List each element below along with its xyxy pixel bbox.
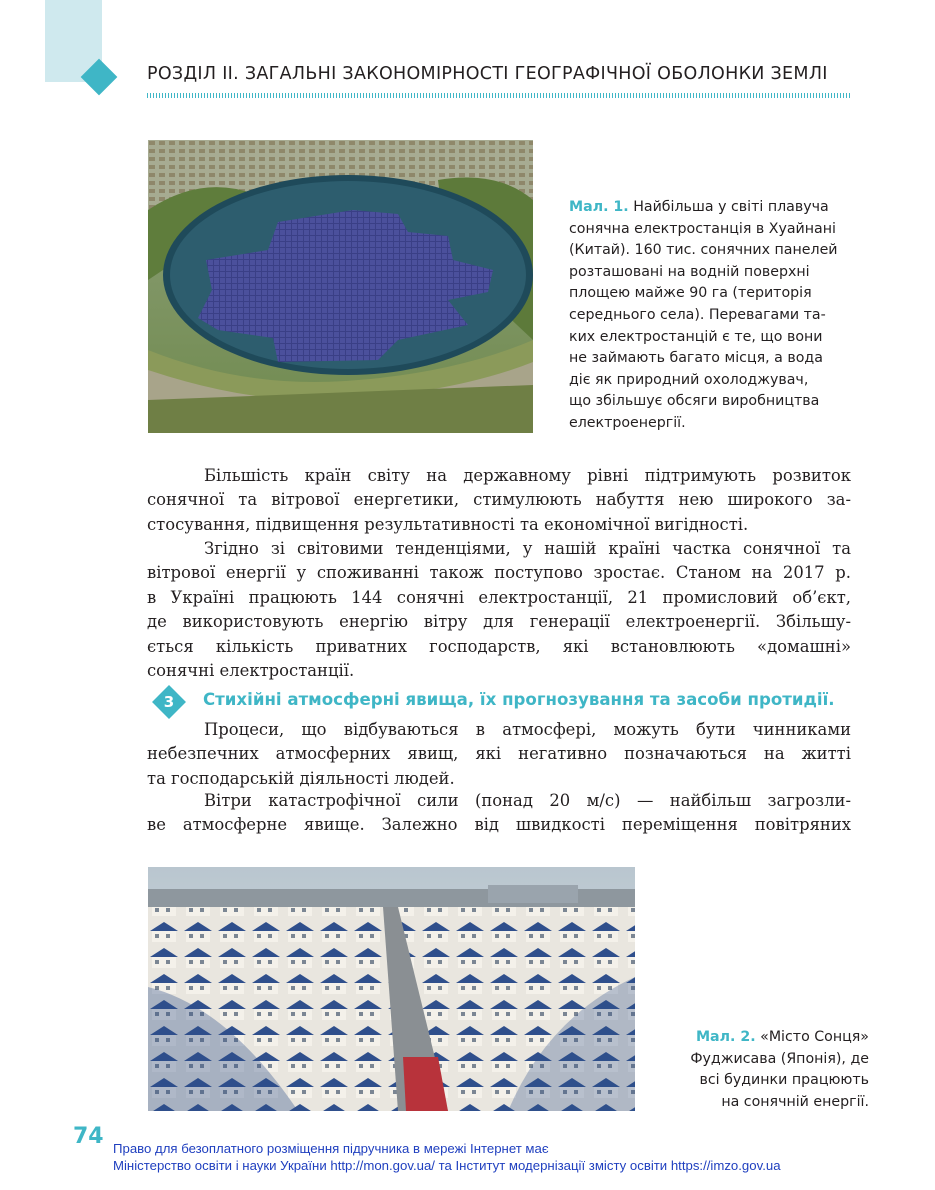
footer-line-2[interactable]: Міністерство освіти і науки України http://mon.gov.ua/ та Інститут модернізації змісту освіти https://imzo.gov.ua: [113, 1157, 781, 1173]
figure-2-caption: [669, 1027, 869, 1113]
caption-line: не займають багато місця, а вода: [569, 350, 823, 367]
body-paragraph-1: [147, 464, 851, 537]
text-line: Процеси, що відбуваються в атмосфері, можуть бути чинниками: [204, 720, 851, 739]
text-line: та господарській діяльності людей.: [147, 768, 455, 788]
footer-notice: [113, 1141, 781, 1174]
text-line: ється кількість приватних господарств, які встановлюють «домашні»: [147, 636, 851, 656]
body-paragraph-3: [147, 718, 851, 791]
text-line: в Україні працюють 144 сонячні електростанції, 21 промисловий об’єкт,: [147, 587, 851, 607]
footer-line-1: Право для безоплатного розміщення підручника в мережі Інтернет має: [113, 1141, 549, 1156]
text-line: Більшість країн світу на державному рівні підтримують розвиток: [204, 466, 851, 485]
body-paragraph-2: [147, 537, 851, 683]
caption-line: діє як природний охолоджувач,: [569, 371, 809, 388]
solar-town-photo: [148, 867, 635, 1111]
caption-line: ких електростанцій є те, що вони: [569, 328, 823, 345]
text-line: небезпечних атмосферних явищ, які негативно позначаються на житті: [147, 744, 851, 764]
page-number: 74: [73, 1124, 104, 1149]
caption-line: всі будинки працюють: [699, 1072, 869, 1089]
section-title: Стихійні атмосферні явища, їх прогнозування та засоби протидії.: [203, 690, 835, 709]
caption-line: сонячна електростанція в Хуайнані: [569, 220, 836, 237]
text-line: Згідно зі світовими тенденціями, у нашій країні частка сонячної та: [204, 539, 851, 558]
text-line: ве атмосферне явище. Залежно від швидкості переміщення повітряних: [147, 815, 851, 835]
caption-line: електроенергії.: [569, 414, 686, 431]
caption-line: (Китай). 160 тис. сонячних панелей: [569, 242, 838, 259]
section-number: 3: [163, 693, 175, 711]
text-line: де використовують енергію вітру для генерації електроенергії. Збільшу-: [147, 612, 851, 632]
figure-2-label: Мал. 2.: [695, 1029, 756, 1045]
text-line: вітрової енергії у споживанні також поступово зростає. Станом на 2017 р.: [147, 563, 851, 583]
text-line: сонячні електростанції.: [147, 660, 355, 680]
caption-line: площею майже 90 га (територія: [569, 285, 812, 302]
text-line: сонячної та вітрової енергетики, стимулюють набуття нею широкого за-: [147, 490, 851, 510]
figure-1-caption: [569, 197, 869, 435]
figure-1-label: Мал. 1.: [569, 199, 629, 215]
text-line: Вітри катастрофічної сили (понад 20 м/с) — найбільш загрозли-: [204, 791, 851, 810]
caption-line: що збільшує обсяги виробництва: [569, 393, 820, 410]
text-line: стосування, підвищення результативності та економічної вигідності.: [147, 514, 749, 534]
caption-line: середнього села). Перевагами та-: [569, 306, 826, 323]
chapter-header-title: РОЗДІЛ ІІ. ЗАГАЛЬНІ ЗАКОНОМІРНОСТІ ГЕОГРАФІЧНОЇ ОБОЛОНКИ ЗЕМЛІ: [147, 64, 828, 84]
body-paragraph-4: [147, 789, 851, 838]
floating-solar-plant-photo: [148, 140, 533, 433]
caption-line: Фуджисава (Японія), де: [690, 1050, 869, 1067]
caption-line: на сонячній енергії.: [721, 1093, 869, 1110]
header-dotted-rule: [147, 93, 851, 98]
caption-line: розташовані на водній поверхні: [569, 263, 810, 280]
caption-line: Мал. 2. «Місто Сонця»: [695, 1029, 869, 1045]
caption-line: Мал. 1. Найбільша у світі плавуча: [569, 199, 829, 215]
